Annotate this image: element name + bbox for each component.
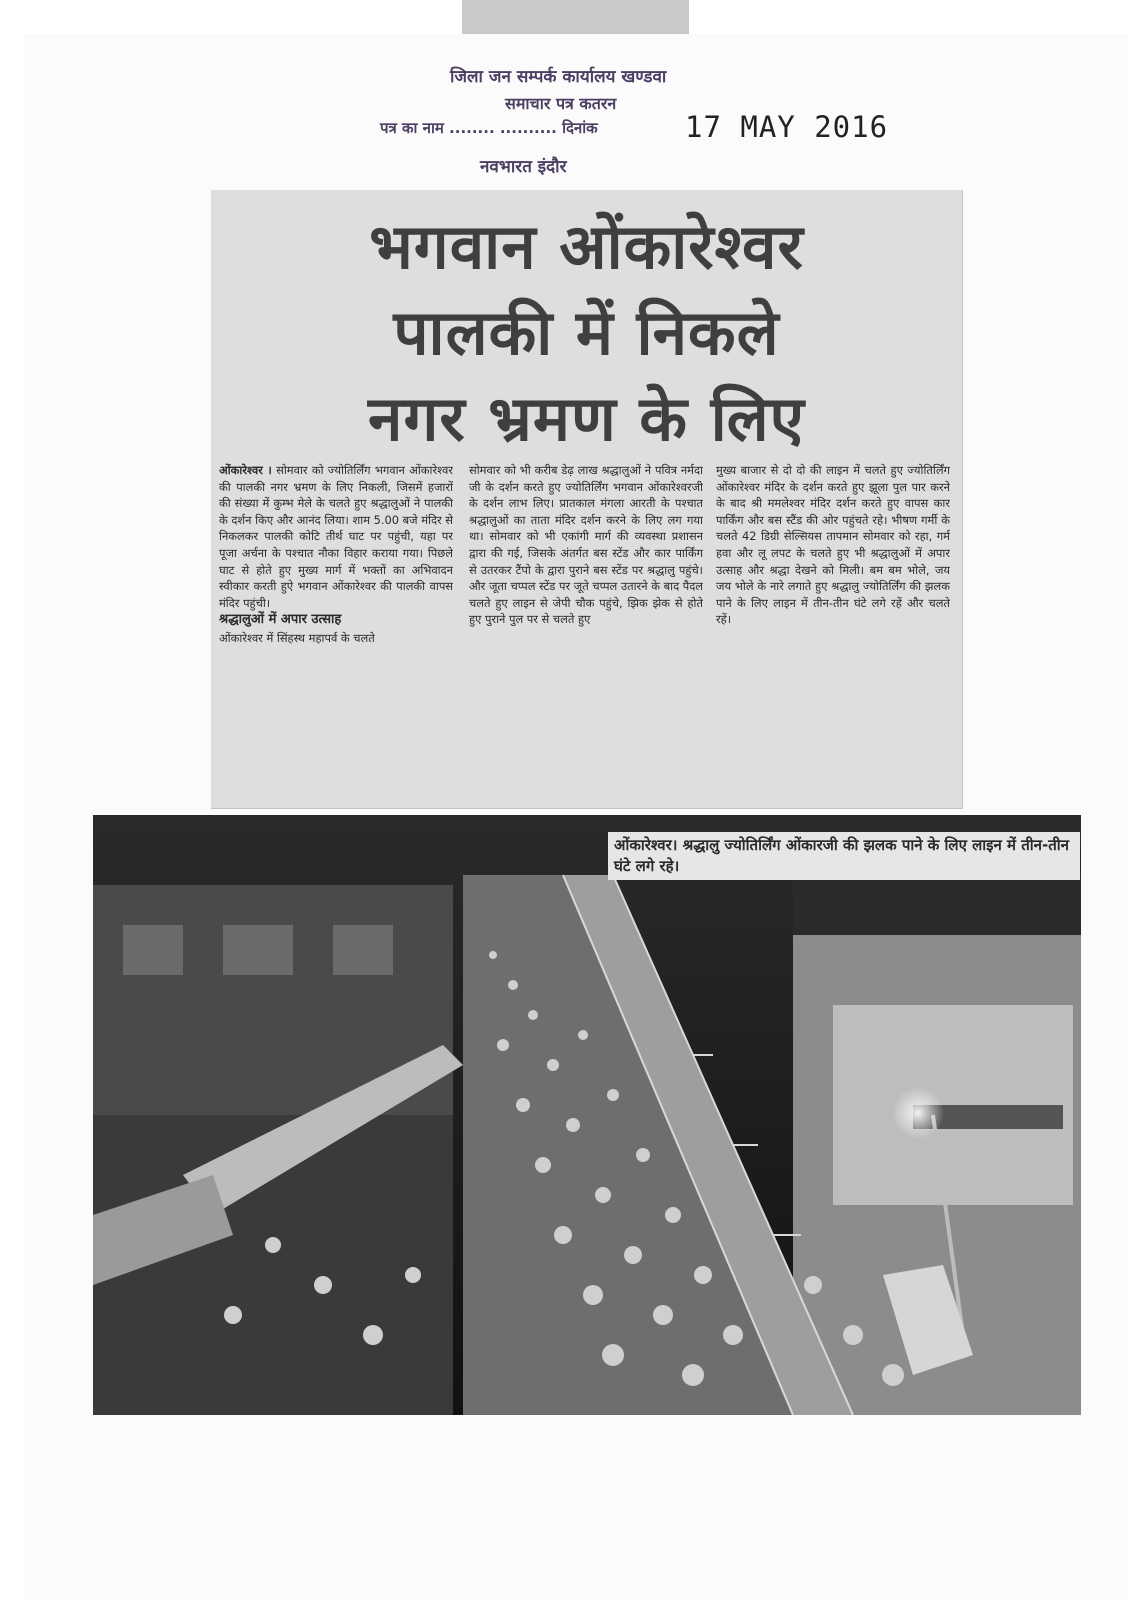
article-body <box>219 462 954 798</box>
article-column-3 <box>716 462 950 798</box>
scanner-edge-tab <box>462 0 689 34</box>
newspaper-name: नवभारत इंदौर <box>480 157 567 177</box>
date-stamp: 17 MAY 2016 <box>685 110 889 144</box>
photo-caption: ओंकारेश्वर। श्रद्धालु ज्योतिर्लिंग ओंकारजी की झलक पाने के लिए लाइन में तीन-तीन घंटे लगे रहे। <box>608 832 1080 880</box>
office-stamp-line1: जिला जन सम्पर्क कार्यालय खण्डवा <box>450 67 667 87</box>
office-stamp-line3: पत्र का नाम ........ .......... दिनांक <box>380 119 598 137</box>
dateline: ओंकारेश्वर । <box>219 463 272 477</box>
article-column-1 <box>219 462 453 798</box>
headline-line-3: नगर भ्रमण के लिए <box>368 382 805 455</box>
column-1-tail: ओंकारेश्वर में सिंहस्थ महापर्व के चलते <box>219 630 375 645</box>
office-stamp-line2: समाचार पत्र कतरन <box>505 94 617 113</box>
crowd-photo-illustration <box>93 815 1081 1415</box>
headline-line-2: पालकी में निकले <box>393 296 780 369</box>
news-photo <box>93 815 1081 1415</box>
article-column-2 <box>469 462 703 798</box>
headline-line-1: भगवान ओंकारेश्वर <box>369 210 804 283</box>
column-2-text: सोमवार को भी करीब डेढ़ लाख श्रद्धालुओं ने पवित्र नर्मदा जी के दर्शन करते हुए ज्योतिर्लिंग भगवान ओंकारेश्वरजी के दर्शन लाभ लिए। प्रातकाल मंगला आरती के पश्चात श्रद्धालुओं का ताता मंदिर दर्शन करने के लिए लग गया था। सोमवार को भी एकांगी मार्ग की व्यवस्था प्रशासन द्वारा की गई, जिसके अंतर्गत बस स्टेंड और कार पार्किंग से उतरकर टैंपो के द्वारा पुराने बस स्टेंड पर श्रद्धालु पहुंचे। और जूता चप्पल स्टेंड पर जूते चप्पल उतारने के बाद पैदल चलते हुए लाइन से जेपी चौक पहुंचे, झिक झेक से होते हुए पुराने पुल पर से चलते हुए <box>469 463 703 627</box>
article-subhead: श्रद्धालुओं में अपार उत्साह <box>219 612 342 628</box>
column-1-paragraph <box>219 462 453 611</box>
column-3-text: मुख्य बाजार से दो दो की लाइन में चलते हुए ज्योतिर्लिंग ओंकारेश्वर मंदिर के दर्शन करते हुए झूला पुल पार करने के बाद श्री ममलेश्वर मंदिर दर्शन करते हुए वापस कार पार्किंग और बस स्टैंड की ओर पहुंचते रहे। भीषण गर्मी के चलते 42 डिग्री सेल्सियस तापमान सोमवार को रहा, गर्म हवा और लू लपट के चलते हुए भी श्रद्धालुओं में अपार उत्साह और श्रद्धा देखने को मिली। बम बम भोले, जय जय भोले के नारे लगाते हुए श्रद्धालु ज्योतिर्लिंग की झलक पाने के लिए लाइन में तीन-तीन घंटे लगे रहें और चलते रहें। <box>716 463 950 627</box>
column-1-text: सोमवार को ज्योतिर्लिंग भगवान ओंकारेश्वर की पालकी नगर भ्रमण के लिए निकली, जिसमें हजारों की संख्या में कुम्भ मेले के चलते हुए श्रद्धालुओं ने पालकी के दर्शन किए और आनंद लिया। शाम 5.00 बजे मंदिर से निकलकर पालकी कोटि तीर्थ घाट पर पहुंची, यहा पर पूजा अर्चना के पश्चात नौका विहार कराया गया। पिछले घाट से होते हुए मुख्य मार्ग में भक्तों का अभिवादन स्वीकार करती हुऐ भगवान ओंकारेश्वर की पालकी वापस मंदिर पहुंची। <box>219 463 453 610</box>
headline <box>211 204 962 462</box>
news-clipping <box>211 190 963 809</box>
